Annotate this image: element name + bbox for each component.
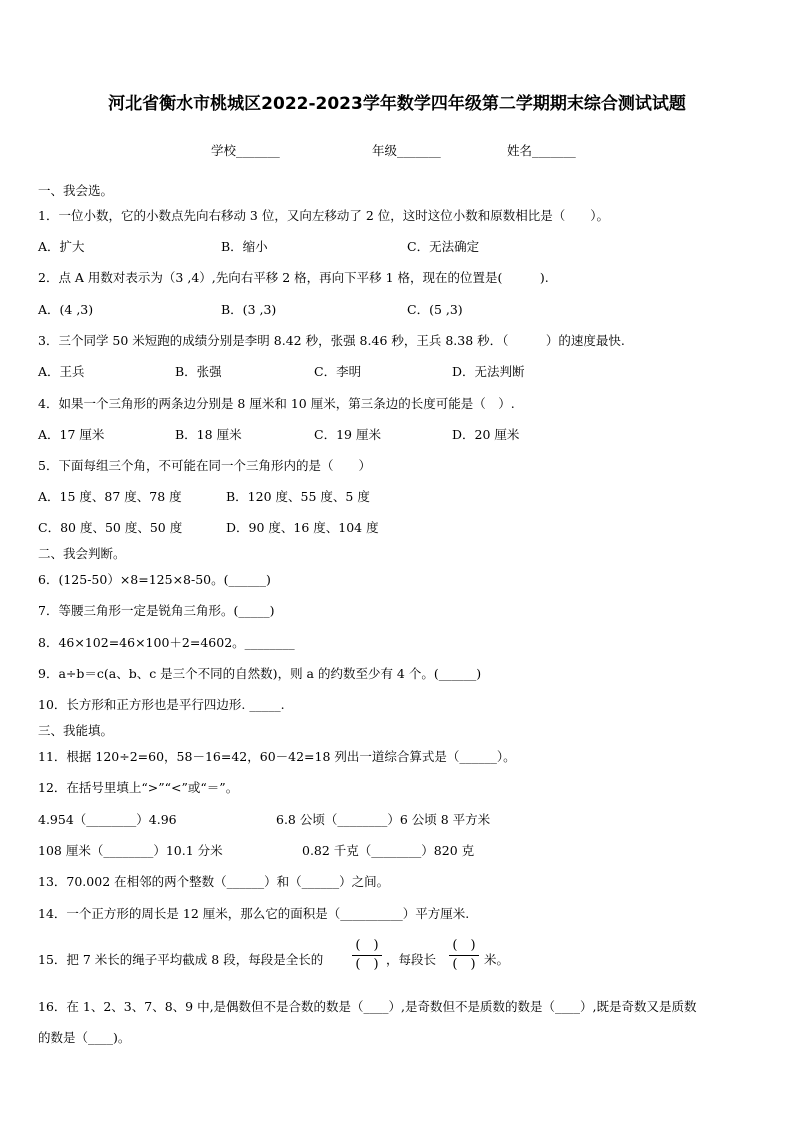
q12-item-3: 108 厘米（________）10.1 分米 bbox=[38, 843, 223, 858]
q2-option-b: B．(3 ,3) bbox=[221, 302, 277, 317]
grade-field: 年级_______ bbox=[372, 143, 441, 158]
question-13: 13．70.002 在相邻的两个整数（______）和（______）之间。 bbox=[38, 874, 390, 889]
question-6: 6．(125-50）×8=125×8-50。(______) bbox=[38, 572, 271, 587]
question-15-part2: ，每段长 bbox=[386, 952, 437, 967]
q4-option-b: B．18 厘米 bbox=[175, 427, 242, 442]
q2-option-c: C．(5 ,3) bbox=[407, 302, 463, 317]
q2-option-a: A．(4 ,3) bbox=[38, 302, 94, 317]
section-heading-choose: 一、我会选。 bbox=[38, 183, 114, 198]
question-14: 14．一个正方形的周长是 12 厘米，那么它的面积是（__________）平方厘米. bbox=[38, 906, 470, 921]
q15-fraction-1-denominator: ( ) bbox=[355, 957, 379, 972]
q15-fraction-2-denominator: ( ) bbox=[452, 957, 476, 972]
question-7: 7．等腰三角形一定是锐角三角形。(_____) bbox=[38, 603, 275, 618]
q5-option-c: C．80 度、50 度、50 度 bbox=[38, 520, 183, 535]
question-15-part3: 米。 bbox=[484, 952, 510, 967]
q3-option-b: B．张强 bbox=[175, 364, 222, 379]
q15-fraction-1-numerator: ( ) bbox=[355, 938, 379, 953]
question-11: 11．根据 120÷2=60，58－16=42，60－42=18 列出一道综合算式是（______）。 bbox=[38, 749, 516, 764]
q1-option-a: A．扩大 bbox=[38, 239, 85, 254]
q5-option-a: A．15 度、87 度、78 度 bbox=[38, 489, 182, 504]
question-8: 8．46×102=46×100＋2=4602。________ bbox=[38, 635, 295, 650]
q1-option-b: B．缩小 bbox=[221, 239, 268, 254]
name-field: 姓名_______ bbox=[507, 143, 576, 158]
q12-item-1: 4.954（________）4.96 bbox=[38, 812, 177, 827]
question-16-line-2: 的数是（____)。 bbox=[38, 1030, 131, 1045]
question-12: 12．在括号里填上“>”“<”或“＝”。 bbox=[38, 780, 239, 795]
question-16-line-1: 16．在 1、2、3、7、8、9 中,是偶数但不是合数的数是（____）,是奇数但不是质数的数是（____）,既是奇数又是质数 bbox=[38, 999, 697, 1014]
q15-fraction-2 bbox=[449, 938, 479, 973]
school-field: 学校_______ bbox=[211, 143, 280, 158]
question-10: 10．长方形和正方形也是平行四边形. _____. bbox=[38, 697, 285, 712]
section-heading-fill: 三、我能填。 bbox=[38, 723, 114, 738]
q3-option-d: D．无法判断 bbox=[452, 364, 525, 379]
q3-option-a: A．王兵 bbox=[38, 364, 85, 379]
question-4: 4．如果一个三角形的两条边分别是 8 厘米和 10 厘米，第三条边的长度可能是（ ）. bbox=[38, 396, 515, 411]
question-1: 1．一位小数，它的小数点先向右移动 3 位，又向左移动了 2 位，这时这位小数和原数相比是（ ）。 bbox=[38, 208, 610, 223]
q5-option-d: D．90 度、16 度、104 度 bbox=[226, 520, 379, 535]
question-3: 3．三个同学 50 米短跑的成绩分别是李明 8.42 秒，张强 8.46 秒，王兵 8.38 秒．（ ）的速度最快. bbox=[38, 333, 625, 348]
q5-option-b: B．120 度、55 度、5 度 bbox=[226, 489, 370, 504]
question-5: 5．下面每组三个角，不可能在同一个三角形内的是（ ） bbox=[38, 458, 371, 473]
page-title: 河北省衡水市桃城区2022-2023学年数学四年级第二学期期末综合测试试题 bbox=[108, 94, 686, 114]
q15-fraction-1 bbox=[352, 938, 382, 973]
question-9: 9．a÷b＝c(a、b、c 是三个不同的自然数)，则 a 的约数至少有 4 个。(______) bbox=[38, 666, 482, 681]
q4-option-a: A．17 厘米 bbox=[38, 427, 105, 442]
question-15-part1: 15．把 7 米长的绳子平均截成 8 段，每段是全长的 bbox=[38, 952, 324, 967]
q15-fraction-2-numerator: ( ) bbox=[452, 938, 476, 953]
q4-option-d: D．20 厘米 bbox=[452, 427, 520, 442]
section-heading-judge: 二、我会判断。 bbox=[38, 546, 126, 561]
q12-item-2: 6.8 公顷（________）6 公顷 8 平方米 bbox=[276, 812, 491, 827]
q1-option-c: C．无法确定 bbox=[407, 239, 480, 254]
q4-option-c: C．19 厘米 bbox=[314, 427, 381, 442]
q3-option-c: C．李明 bbox=[314, 364, 362, 379]
q12-item-4: 0.82 千克（________）820 克 bbox=[302, 843, 475, 858]
question-2: 2．点 A 用数对表示为（3 ,4）,先向右平移 2 格，再向下平移 1 格，现在的位置是( ). bbox=[38, 270, 549, 285]
